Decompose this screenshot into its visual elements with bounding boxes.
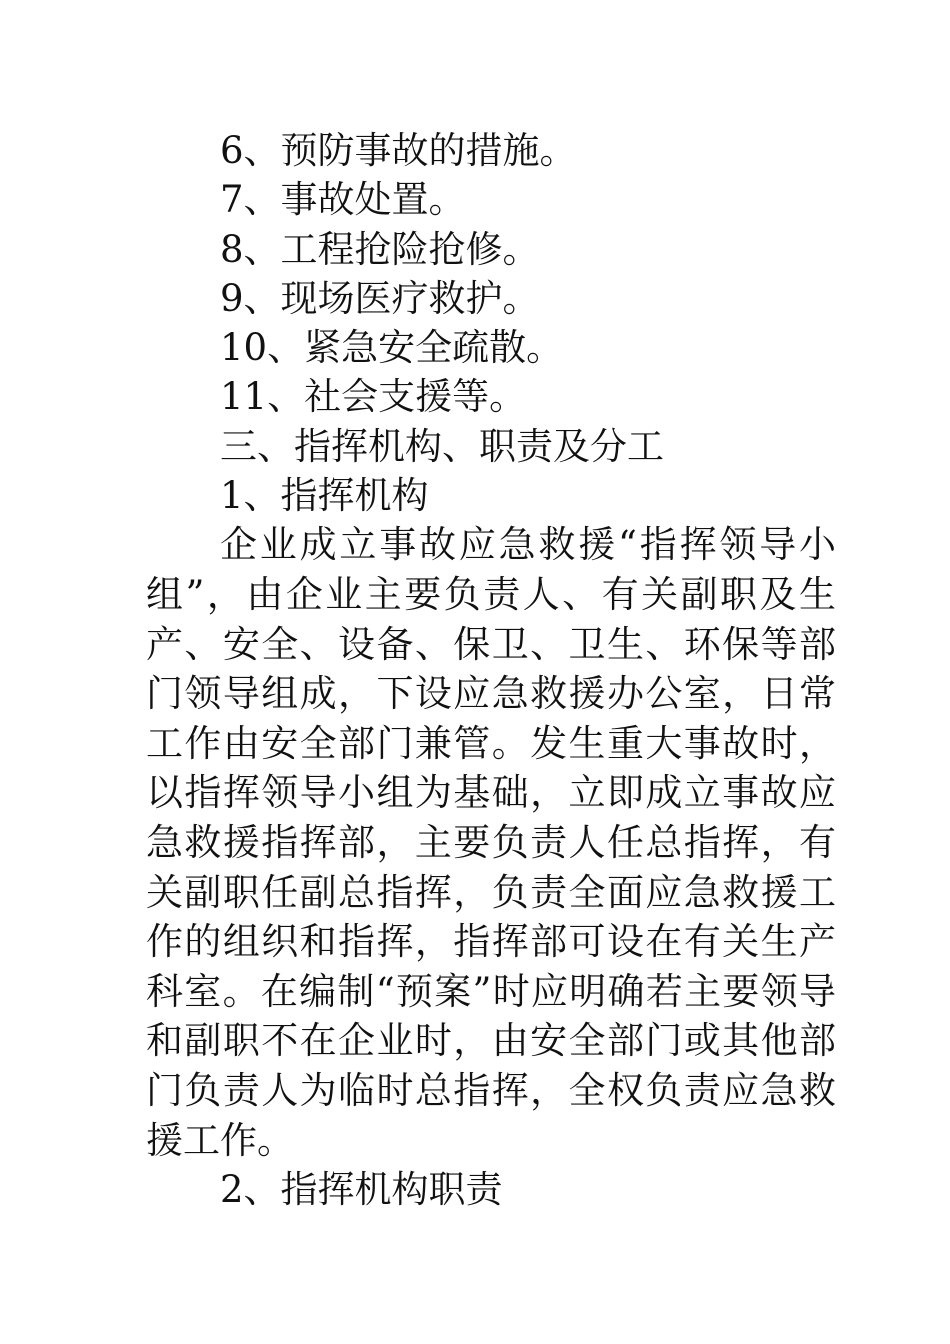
list-item-engineering-repair: 8、工程抢险抢修。	[220, 227, 540, 271]
list-item-prevention-measures: 6、预防事故的措施。	[220, 129, 577, 172]
subsection-heading-command-organization: 1、指挥机构	[220, 474, 429, 518]
list-item-emergency-evacuation: 10、紧急安全疏散。	[220, 326, 564, 370]
list-item-social-support: 11、社会支援等。	[220, 375, 527, 419]
document-page	[146, 126, 836, 1214]
list-item-accident-handling: 7、事故处置。	[220, 178, 466, 222]
list-item-medical-rescue: 9、现场医疗救护。	[220, 276, 540, 320]
body-paragraph: 企业成立事故应急救援“指挥领导小组”，由企业主要负责人、有关副职及生产、安全、设备、保卫、卫生、环保等部门领导组成，下设应急救援办公室，日常工作由安全部门兼管。发生重大事故时，以指挥领导小组为基础，立即成立事故应急救援指挥部，主要负责人任总指挥，有关副职任副总指挥，负责全面应急救援工作的组织和指挥，指挥部可设在有关生产科室。在编制“预案”时应明确若主要领导和副职不在企业时，由安全部门或其他部门负责人为临时总指挥，全权负责应急救援工作。	[146, 523, 836, 1162]
section-heading-command-structure: 三、指挥机构、职责及分工	[220, 424, 664, 468]
subsection-heading-command-duties: 2、指挥机构职责	[220, 1168, 503, 1212]
